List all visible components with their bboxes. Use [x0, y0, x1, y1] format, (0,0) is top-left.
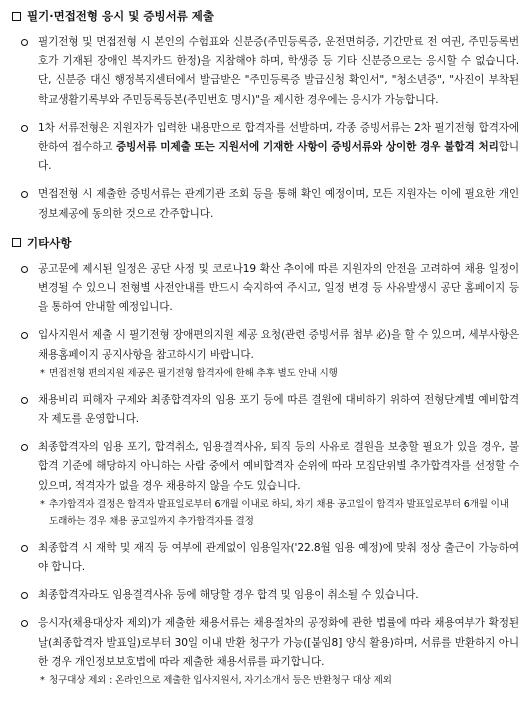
circle-bullet-icon — [21, 444, 28, 451]
item-text: 입사지원서 제출 시 필기전형 장애편의지원 제공 요청(관련 증빙서류 첨부 必)을 할 수 있으며, 세부사항은 채용홈페이지 공지사항을 참고하시기 바랍니다. — [38, 329, 519, 361]
item-text-emphasis: 증빙서류 미제출 또는 지원서에 기재한 사항이 증빙서류와 상이한 경우 불합격 처리 — [115, 141, 499, 154]
circle-bullet-icon — [21, 125, 28, 132]
item-text: 합니다. — [38, 141, 519, 173]
item-text: 면접전형 시 제출한 증빙서류는 관계기관 조회 등을 통해 확인 예정이며, 모든 지원자는 이에 필요한 개인정보제공에 동의한 것으로 간주합니다. — [38, 188, 519, 220]
item-text: 1차 서류전형은 지원자가 입력한 내용만으로 합격자를 선발하며, 각종 증빙서류는 2차 필기전형 합격자에 한하여 접수하고 — [38, 121, 519, 154]
list-item — [11, 260, 519, 318]
footnote — [11, 496, 519, 530]
asterisk-icon: * — [40, 675, 45, 687]
list-item — [11, 33, 519, 110]
list-item — [11, 326, 519, 364]
circle-bullet-icon — [21, 266, 28, 273]
item-text: 최종합격자의 임용 포기, 합격취소, 임용결격사유, 퇴직 등의 사유로 결원을 보충할 필요가 있을 경우, 불합격 기준에 해당하지 아니하는 사람 중에서 예비합격자 순위에 따라 모집단위별 추가합격자를 선정할 수 있으며, 적격자가 없을 경우 채용하지 않을 수도 있습니다. — [38, 441, 519, 492]
list-item — [11, 438, 519, 496]
list-item — [11, 119, 519, 177]
footnote — [11, 365, 519, 382]
section-heading-other — [11, 233, 519, 253]
section-heading-application — [11, 6, 519, 26]
note-text: 청구대상 제외 : 온라인으로 제출한 입사지원서, 자기소개서 등은 반환청구 대상 제외 — [49, 675, 392, 687]
circle-bullet-icon — [21, 545, 28, 552]
section-title: 기타사항 — [27, 235, 72, 250]
list-item — [11, 586, 519, 605]
item-text: 최종합격자라도 임용결격사유 등에 해당할 경우 합격 및 임용이 취소될 수 있습니다. — [38, 589, 419, 602]
item-text: 채용비리 피해자 구제와 최종합격자의 임용 포기 등에 따른 결원에 대비하기 위하여 전형단계별 예비합격자 제도를 운영합니다. — [38, 393, 519, 426]
list-item — [11, 391, 519, 429]
circle-bullet-icon — [21, 592, 28, 599]
item-text: 공고문에 제시된 일정은 공단 사정 및 코로나19 확산 추이에 따른 지원자의 안전을 고려하여 채용 일정이 변경될 수 있으니 전형별 사전안내를 반드시 숙지하여 주시고, 일정 변경 등 사유발생시 공단 홈페이지 등을 통하여 안내할 예정입니다. — [38, 262, 519, 314]
circle-bullet-icon — [21, 191, 28, 198]
item-text: 필기전형 및 면접전형 시 본인의 수험표와 신분증(주민등록증, 운전면허증, 기간만료 전 여권, 주민등록번호가 기재된 장애인 복지카드 한정)을 지참해야 하며, 학생증 등 기타 신분증으로는 응시할 수 없습니다. 단, 신분증 대신 행정복지센터에서 발급받은 "주민등록증 발급신청 확인서", "청소년증", "사진이 부착된 학교생활기록부와 주민등록등본(주민번호 명시)"을 제시한 경우에는 응시가 가능합니다. — [38, 36, 519, 106]
circle-bullet-icon — [21, 620, 28, 627]
checkbox-square-icon — [12, 238, 21, 247]
checkbox-square-icon — [12, 12, 21, 21]
list-item — [11, 614, 519, 672]
asterisk-icon: * — [40, 367, 45, 379]
section-title: 필기·면접전형 응시 및 증빙서류 제출 — [27, 9, 215, 23]
note-text: 추가합격자 결정은 합격자 발표일로부터 6개월 이내로 하되, 차기 채용 공고일이 합격자 발표일로부터 6개월 이내 도래하는 경우 채용 공고일까지 추가합격자를 결정 — [49, 498, 509, 527]
circle-bullet-icon — [21, 397, 28, 404]
circle-bullet-icon — [21, 39, 28, 46]
circle-bullet-icon — [21, 332, 28, 339]
list-item — [11, 539, 519, 577]
note-text: 면접전형 편의지원 제공은 필기전형 합격자에 한해 추후 별도 안내 시행 — [49, 367, 338, 379]
item-text: 최종합격 시 재학 및 재직 등 여부에 관계없이 임용일자('22.8월 임용 예정)에 맞춰 정상 출근이 가능하여야 합니다. — [38, 541, 519, 574]
asterisk-icon: * — [40, 498, 45, 510]
item-text: 응시자(채용대상자 제외)가 제출한 채용서류는 채용절차의 공정화에 관한 법률에 따라 채용여부가 확정된 날(최종합격자 발표일)로부터 30일 이내 반환 청구가 가능([붙임8] 양식 활용)하며, 서류를 반환하지 아니한 경우 개인정보보호법에 따라 제출한 채용서류를 파기합니다. — [38, 617, 519, 668]
footnote — [11, 672, 519, 689]
list-item — [11, 185, 519, 223]
